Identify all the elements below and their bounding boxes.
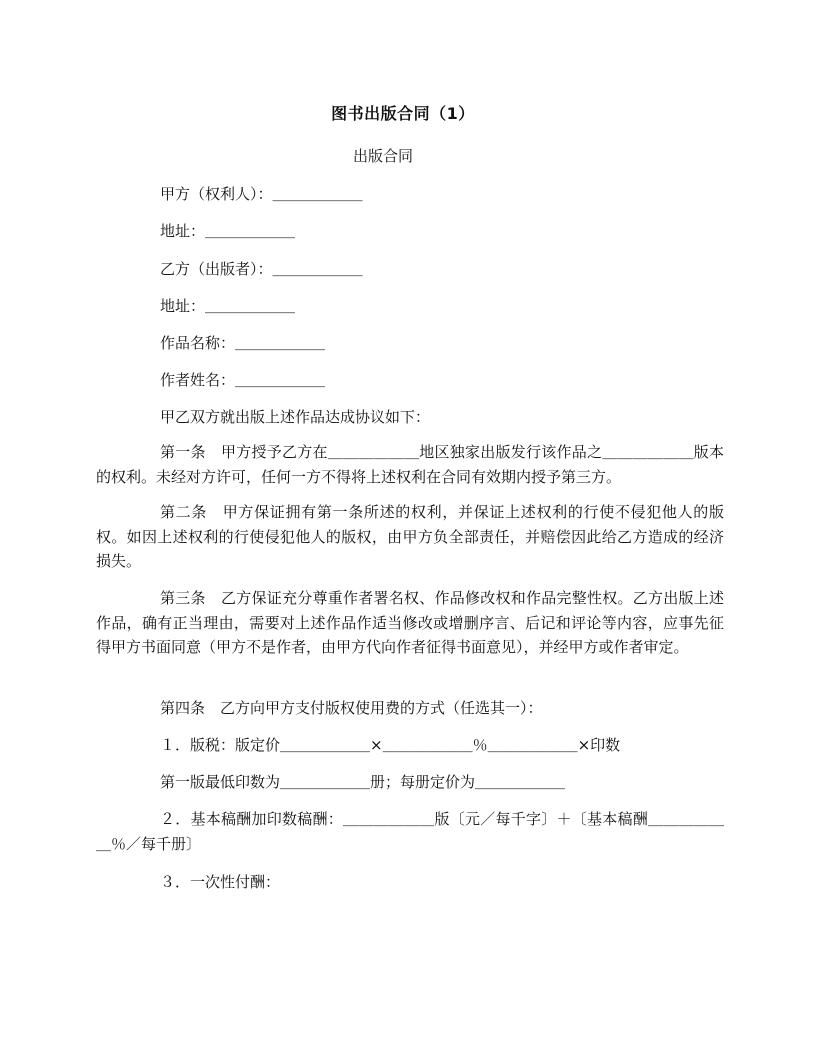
article-4: 第四条 乙方向甲方支付版权使用费的方式（任选其一）： bbox=[160, 699, 543, 717]
document-title: 图书出版合同（1） bbox=[331, 104, 475, 123]
author-name-line: 作者姓名：＿＿＿＿＿＿ bbox=[160, 371, 326, 389]
payment-option-3: ３．一次性付酬： bbox=[160, 873, 281, 891]
party-b-line: 乙方（出版者）：＿＿＿＿＿＿ bbox=[160, 260, 363, 278]
article-2: 第二条 甲方保证拥有第一条所述的权利，并保证上述权利的行使不侵犯他人的版权。如因上述权利的行使侵犯他人的版权，由甲方负全部责任，并赔偿因此给乙方造成的经济损失。 bbox=[96, 503, 724, 570]
article-3: 第三条 乙方保证充分尊重作者署名权、作品修改权和作品完整性权。乙方出版上述作品，确有正当理由，需要对上述作品作适当修改或增删序言、后记和评论等内容，应事先征得甲方书面同意（甲方不是作者，由甲方代向作者征得书面意见），并经甲方或作者审定。 bbox=[96, 589, 724, 656]
payment-option-1-detail: 第一版最低印数为＿＿＿＿＿＿册；每册定价为＿＿＿＿＿＿ bbox=[160, 773, 566, 791]
payment-option-2: ２．基本稿酬加印数稿酬：＿＿＿＿＿＿版〔元／每千字〕＋〔基本稿酬＿＿＿＿＿＿％／每千册〕 bbox=[96, 810, 724, 853]
address-b-line: 地址：＿＿＿＿＿＿ bbox=[160, 297, 296, 315]
agreement-intro: 甲乙双方就出版上述作品达成协议如下： bbox=[160, 408, 431, 426]
party-a-line: 甲方（权利人）：＿＿＿＿＿＿ bbox=[160, 185, 363, 203]
article-1: 第一条 甲方授予乙方在＿＿＿＿＿＿地区独家出版发行该作品之＿＿＿＿＿＿版本的权利。未经对方许可，任何一方不得将上述权利在合同有效期内授予第三方。 bbox=[96, 443, 724, 486]
document-subtitle: 出版合同 bbox=[352, 147, 413, 165]
payment-option-1: １．版税：版定价＿＿＿＿＿＿×＿＿＿＿＿＿％＿＿＿＿＿＿×印数 bbox=[160, 736, 621, 754]
address-a-line: 地址：＿＿＿＿＿＿ bbox=[160, 222, 296, 240]
work-name-line: 作品名称：＿＿＿＿＿＿ bbox=[160, 334, 326, 352]
